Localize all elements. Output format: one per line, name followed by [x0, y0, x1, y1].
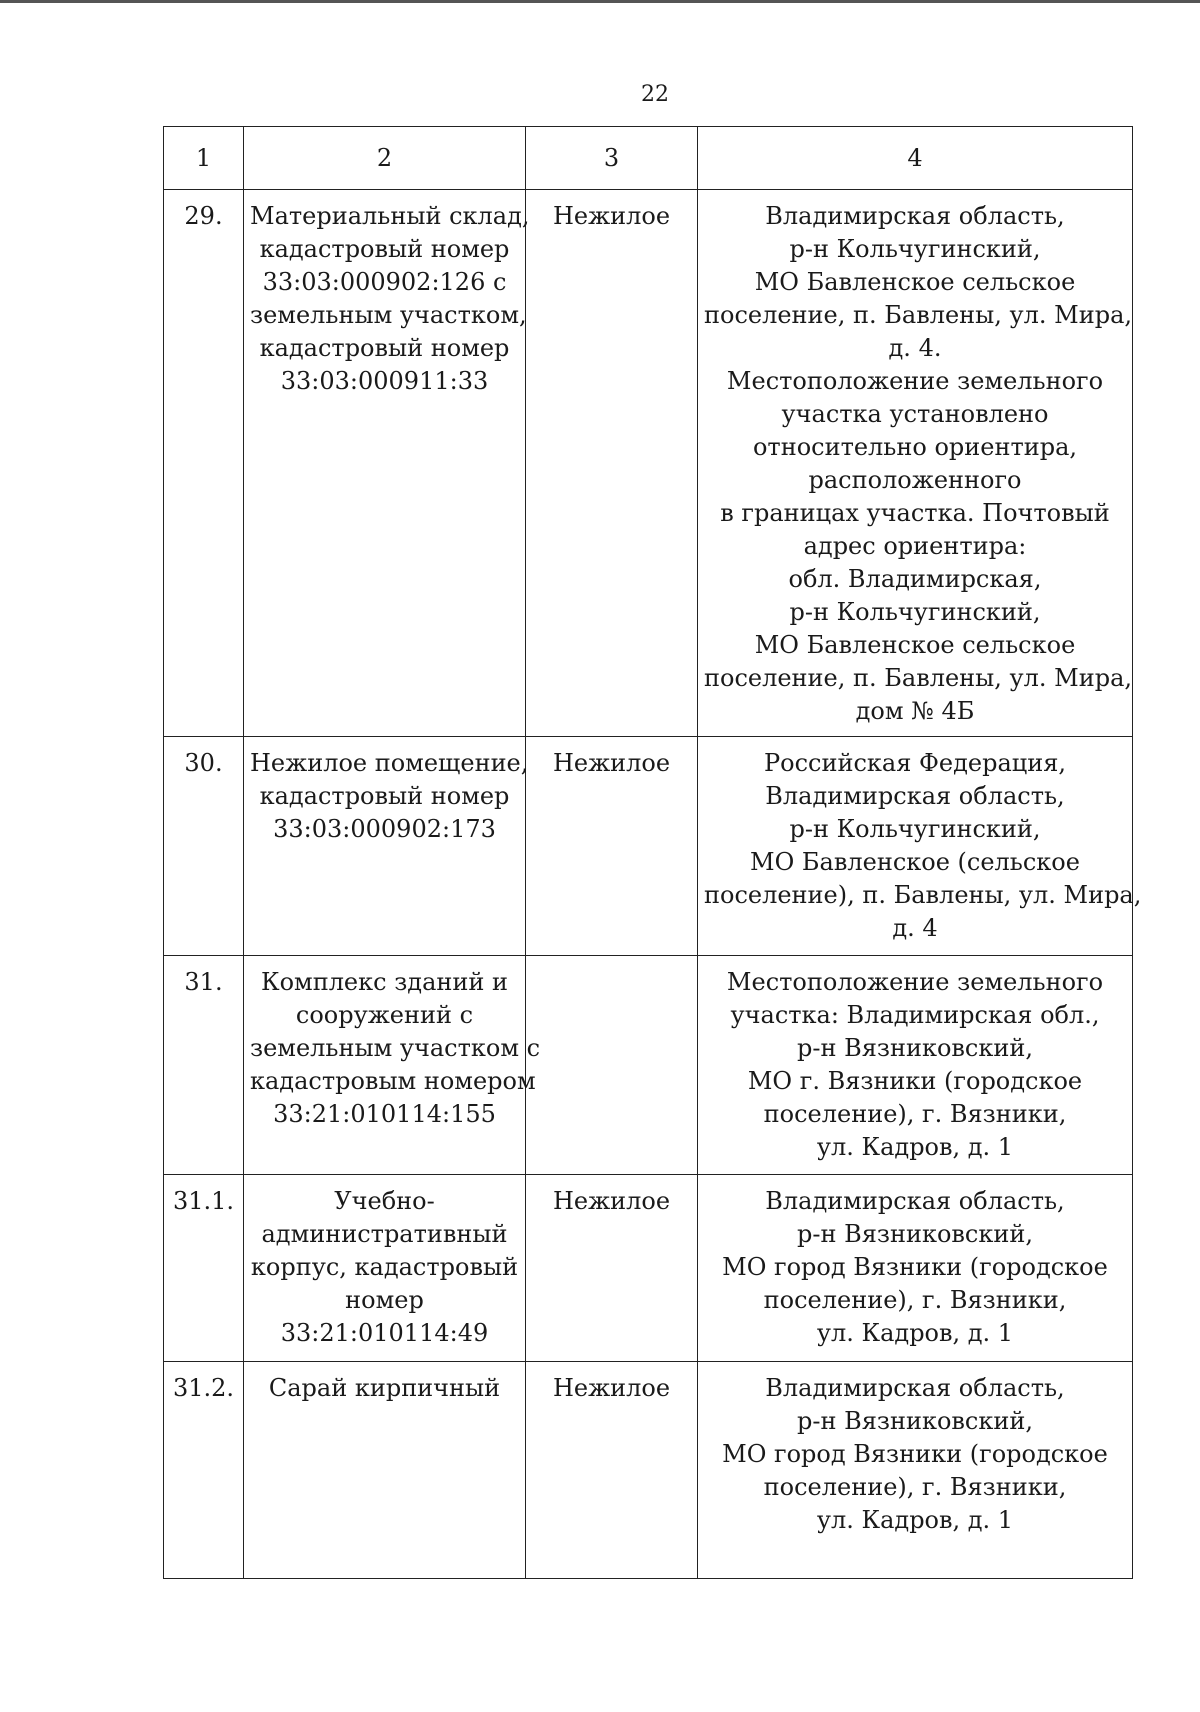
address-line: расположенного [808, 466, 1022, 494]
row-number: 31.1. [172, 1187, 235, 1215]
row-number: 31. [184, 968, 223, 996]
object-name-line: административный [261, 1220, 508, 1248]
row-number-cell [164, 190, 244, 737]
header-col-2: 2 [244, 127, 526, 190]
object-name-line: кадастровый номер [259, 782, 510, 810]
address-line: относительно ориентира, [752, 433, 1078, 461]
object-name-line: Комплекс зданий и [261, 968, 508, 996]
object-name-line: Материальный склад, [250, 202, 530, 230]
row-number-cell [164, 956, 244, 1175]
object-name-line: кадастровый номер [259, 235, 510, 263]
property-table [163, 126, 1142, 1579]
row-number: 31.2. [172, 1374, 235, 1402]
address-line: Владимирская область, [765, 1187, 1065, 1215]
object-name-cell [244, 737, 529, 956]
address-line: адрес ориентира: [803, 532, 1027, 560]
address-line: Владимирская область, [765, 1374, 1065, 1402]
object-name-line: Учебно- [334, 1187, 435, 1215]
address-line: д. 4 [892, 914, 938, 942]
address-cell [698, 190, 1133, 737]
address-cell [698, 1175, 1133, 1362]
address-line: Местоположение земельного [726, 367, 1104, 395]
address-line: участка: Владимирская обл., [730, 1001, 1100, 1029]
address-line: р-н Вязниковский, [797, 1034, 1033, 1062]
object-name-cell [244, 190, 530, 737]
top-border-line [0, 0, 1200, 3]
object-type [526, 956, 697, 972]
object-name-line: 33:21:010114:155 [273, 1100, 496, 1128]
address-line: р-н Кольчугинский, [789, 598, 1041, 626]
address-line: Местоположение земельного [726, 968, 1104, 996]
object-name-cell [244, 1175, 526, 1362]
address-line: МО г. Вязники (городское [747, 1067, 1083, 1095]
address-line: МО Бавленское сельское [754, 631, 1076, 659]
address-line: р-н Вязниковский, [797, 1220, 1033, 1248]
row-number-cell [164, 1362, 244, 1579]
object-name-line: сооружений с [295, 1001, 474, 1029]
object-type-cell [526, 190, 698, 737]
address-line: МО Бавленское сельское [754, 268, 1076, 296]
address-line: р-н Вязниковский, [797, 1407, 1033, 1435]
address-line: участка установлено [781, 400, 1049, 428]
row-number: 29. [184, 202, 223, 230]
object-type-cell [526, 737, 698, 956]
object-name-line: Сарай кирпичный [268, 1374, 501, 1402]
object-name-line: 33:03:000902:173 [273, 815, 496, 843]
object-name-line: кадастровым номером [250, 1067, 536, 1095]
object-type: Нежилое [552, 202, 671, 230]
object-name-line: номер [345, 1286, 424, 1314]
row-number-cell [164, 737, 244, 956]
header-col-3: 3 [526, 127, 698, 190]
header-col-4: 4 [698, 127, 1133, 190]
header-col-1: 1 [164, 127, 244, 190]
row-number-cell [164, 1175, 244, 1362]
object-name-cell [244, 956, 541, 1175]
object-name-line: корпус, кадастровый [250, 1253, 519, 1281]
address-line: поселение, п. Бавлены, ул. Мира, [704, 301, 1133, 329]
address-line: поселение), г. Вязники, [763, 1286, 1067, 1314]
address-cell [698, 956, 1133, 1175]
object-name-cell [244, 1362, 526, 1579]
address-line: обл. Владимирская, [788, 565, 1042, 593]
object-type: Нежилое [552, 1374, 671, 1402]
object-type: Нежилое [552, 749, 671, 777]
address-line: Владимирская область, [765, 202, 1065, 230]
table-row [164, 737, 1133, 956]
object-name-line: 33:03:000902:126 с [262, 268, 507, 296]
address-line: поселение), п. Бавлены, ул. Мира, [704, 881, 1142, 909]
address-line: р-н Кольчугинский, [789, 815, 1041, 843]
address-line: в границах участка. Почтовый [720, 499, 1110, 527]
object-name-line: 33:03:000911:33 [280, 367, 489, 395]
address-line: поселение, п. Бавлены, ул. Мира, [704, 664, 1133, 692]
object-name-line: земельным участком с [250, 1034, 541, 1062]
address-line: МО город Вязники (городское [722, 1253, 1108, 1281]
address-line: поселение), г. Вязники, [763, 1100, 1067, 1128]
table-row [164, 190, 1133, 737]
address-line: МО город Вязники (городское [722, 1440, 1108, 1468]
table-row [164, 1175, 1133, 1362]
address-line: ул. Кадров, д. 1 [816, 1319, 1014, 1347]
table-row [164, 1362, 1133, 1579]
address-cell [698, 737, 1142, 956]
address-line: дом № 4Б [855, 697, 975, 725]
address-line: р-н Кольчугинский, [789, 235, 1041, 263]
object-name-line: 33:21:010114:49 [280, 1319, 489, 1347]
object-type-cell [526, 1175, 698, 1362]
object-name-line: кадастровый номер [259, 334, 510, 362]
address-line: МО Бавленское (сельское [750, 848, 1080, 876]
address-line: ул. Кадров, д. 1 [816, 1506, 1014, 1534]
row-number: 30. [184, 749, 223, 777]
object-type: Нежилое [552, 1187, 671, 1215]
address-line: ул. Кадров, д. 1 [816, 1133, 1014, 1161]
object-name-line: земельным участком, [250, 301, 527, 329]
object-name-line: Нежилое помещение, [250, 749, 529, 777]
address-line: поселение), г. Вязники, [763, 1473, 1067, 1501]
table-row [164, 956, 1133, 1175]
object-type-cell [526, 1362, 698, 1579]
page-number: 22 [641, 82, 669, 107]
table-header-row [164, 127, 1133, 190]
address-line: д. 4. [888, 334, 942, 362]
object-type-cell [526, 956, 698, 1175]
address-line: Владимирская область, [765, 782, 1065, 810]
address-cell [698, 1362, 1133, 1579]
address-line: Российская Федерация, [764, 749, 1066, 777]
